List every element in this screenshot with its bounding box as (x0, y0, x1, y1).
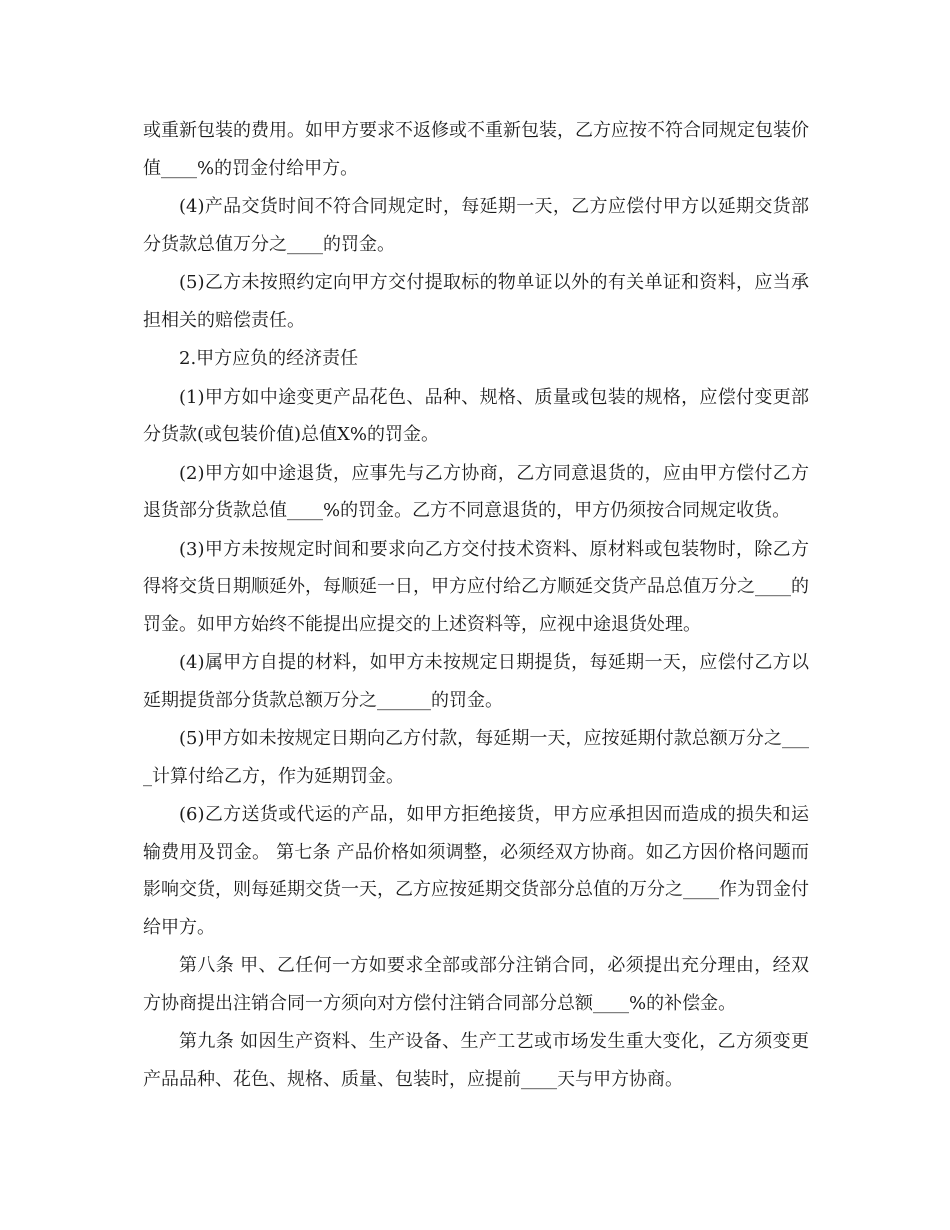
paragraph-late-payment: (5)甲方如未按规定日期向乙方付款，每延期一天，应按延期付款总额万分之____计算付给乙方，作为延期罚金。 (143, 728, 809, 787)
document-body (143, 112, 809, 1099)
paragraph-documents-liability: (5)乙方未按照约定向甲方交付提取标的物单证以外的有关单证和资料，应当承担相关的赔偿责任。 (143, 272, 809, 331)
paragraph-product-change: (1)甲方如中途变更产品花色、品种、规格、质量或包装的规格，应偿付变更部分货款(或包装价值)总值X%的罚金。 (143, 386, 809, 445)
paragraph-packaging-penalty: 或重新包装的费用。如甲方要求不返修或不重新包装，乙方应按不符合同规定包装价值____%的罚金付给甲方。 (143, 120, 809, 179)
paragraph-late-delivery: (4)产品交货时间不符合同规定时，每延期一天，乙方应偿付甲方以延期交货部分货款总值万分之____的罚金。 (143, 196, 809, 255)
article-eight: 第八条 甲、乙任何一方如要求全部或部分注销合同，必须提出充分理由，经双方协商提出注销合同一方须向对方偿付注销合同部分总额____%的补偿金。 (143, 955, 809, 1014)
paragraph-self-pickup: (4)属甲方自提的材料，如甲方未按规定日期提货，每延期一天，应偿付乙方以延期提货部分货款总额万分之______的罚金。 (143, 652, 809, 711)
article-nine: 第九条 如因生产资料、生产设备、生产工艺或市场发生重大变化，乙方须变更产品品种、花色、规格、质量、包装时，应提前____天与甲方协商。 (143, 1031, 809, 1090)
paragraph-refuse-delivery: (6)乙方送货或代运的产品，如甲方拒绝接货，甲方应承担因而造成的损失和运输费用及罚金。 第七条 产品价格如须调整，必须经双方协商。如乙方因价格问题而影响交货，则每延期交货一天，乙方应按延期交货部分总值的万分之____作为罚金付给甲方。 (143, 804, 809, 938)
paragraph-technical-materials: (3)甲方未按规定时间和要求向乙方交付技术资料、原材料或包装物时，除乙方得将交货日期顺延外，每顺延一日，甲方应付给乙方顺延交货产品总值万分之____的罚金。如甲方始终不能提出应提交的上述资料等，应视中途退货处理。 (143, 538, 809, 635)
paragraph-return-goods: (2)甲方如中途退货，应事先与乙方协商，乙方同意退货的，应由甲方偿付乙方退货部分货款总值____%的罚金。乙方不同意退货的，甲方仍须按合同规定收货。 (143, 462, 809, 521)
section-heading-party-a-liability: 2.甲方应负的经济责任 (179, 348, 359, 369)
